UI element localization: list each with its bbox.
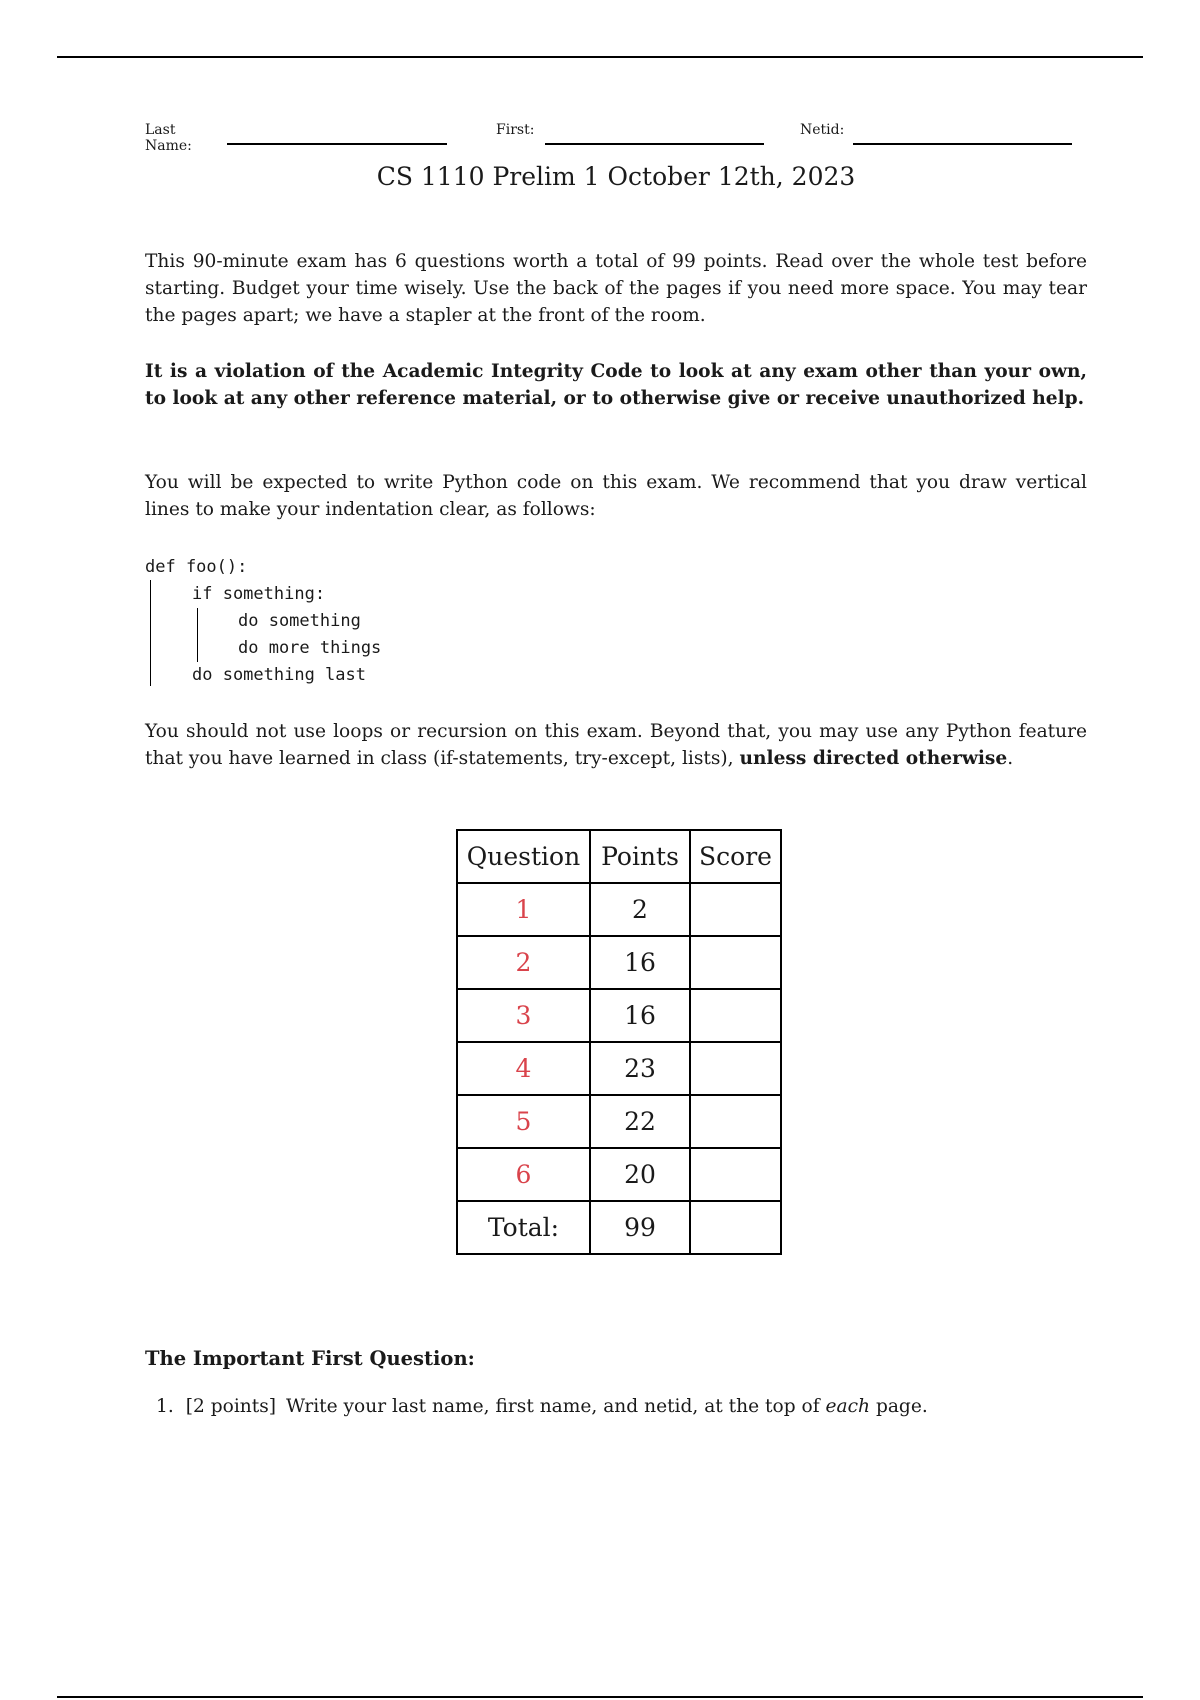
indent-guide-outer <box>150 580 151 686</box>
question-emphasis: each <box>825 1396 871 1417</box>
question-1 <box>156 1396 928 1417</box>
table-row <box>457 883 781 936</box>
score-cell <box>690 883 781 936</box>
score-cell <box>690 1042 781 1095</box>
netid-line[interactable] <box>853 143 1072 145</box>
rules-end: . <box>1007 748 1014 769</box>
question-text: Write your last name, first name, and netid, at the top of <box>286 1396 820 1417</box>
code-line-last: do something last <box>192 665 366 685</box>
intro-paragraph: This 90-minute exam has 6 questions worth a total of 99 points. Read over the whole test before starting. Budget your time wisely. Use the back of the pages if you need more space. You may tear the pages apart; we have a stapler at the front of the room. <box>145 251 1087 326</box>
first-name-line[interactable] <box>545 143 764 145</box>
question-link[interactable]: 3 <box>457 989 590 1042</box>
points-cell: 16 <box>590 936 690 989</box>
question-link[interactable]: 1 <box>457 883 590 936</box>
code-line-do-more: do more things <box>238 638 382 658</box>
code-line-def: def foo(): <box>145 557 248 577</box>
table-row <box>457 1095 781 1148</box>
last-name-label: Last Name: <box>145 122 192 154</box>
bottom-rule <box>57 1696 1143 1698</box>
question-link[interactable]: 2 <box>457 936 590 989</box>
points-cell: 2 <box>590 883 690 936</box>
table-row <box>457 1042 781 1095</box>
indent-guide-inner <box>197 608 198 662</box>
top-rule <box>57 56 1143 58</box>
rules-emphasis: unless directed otherwise <box>739 748 1008 769</box>
question-text-end: page. <box>875 1396 928 1417</box>
header-question: Question <box>457 830 590 883</box>
header-score: Score <box>690 830 781 883</box>
score-cell <box>690 1095 781 1148</box>
exam-title: CS 1110 Prelim 1 October 12th, 2023 <box>376 162 856 191</box>
question-number: 1. <box>156 1396 174 1417</box>
score-cell <box>690 1148 781 1201</box>
question-link[interactable]: 5 <box>457 1095 590 1148</box>
first-question-heading: The Important First Question: <box>145 1347 475 1370</box>
table-total-row <box>457 1201 781 1254</box>
rules-paragraph <box>145 718 1087 772</box>
total-score <box>690 1201 781 1254</box>
table-row <box>457 1148 781 1201</box>
question-points: [2 points] <box>185 1396 277 1417</box>
table-header-row <box>457 830 781 883</box>
python-note: You will be expected to write Python code on this exam. We recommend that you draw vertical lines to make your indentation clear, as follows: <box>145 472 1087 520</box>
code-line-do-something: do something <box>238 611 361 631</box>
points-cell: 23 <box>590 1042 690 1095</box>
score-table <box>456 829 782 1255</box>
score-cell <box>690 936 781 989</box>
netid-label: Netid: <box>800 122 845 138</box>
points-cell: 20 <box>590 1148 690 1201</box>
table-row <box>457 989 781 1042</box>
last-name-line[interactable] <box>227 143 447 145</box>
question-link[interactable]: 6 <box>457 1148 590 1201</box>
code-line-if: if something: <box>192 584 326 604</box>
total-label: Total: <box>457 1201 590 1254</box>
points-cell: 22 <box>590 1095 690 1148</box>
total-points: 99 <box>590 1201 690 1254</box>
table-row <box>457 936 781 989</box>
header-points: Points <box>590 830 690 883</box>
first-name-label: First: <box>496 122 535 138</box>
question-link[interactable]: 4 <box>457 1042 590 1095</box>
rules-text: You should not use loops or recursion on this exam. Beyond that, you may use any Python feature that you have learned in class (if-statements, try-except, lists), <box>145 721 1087 769</box>
integrity-statement: It is a violation of the Academic Integrity Code to look at any exam other than your own, to look at any other reference material, or to otherwise give or receive unauthorized help. <box>145 361 1087 409</box>
points-cell: 16 <box>590 989 690 1042</box>
score-cell <box>690 989 781 1042</box>
